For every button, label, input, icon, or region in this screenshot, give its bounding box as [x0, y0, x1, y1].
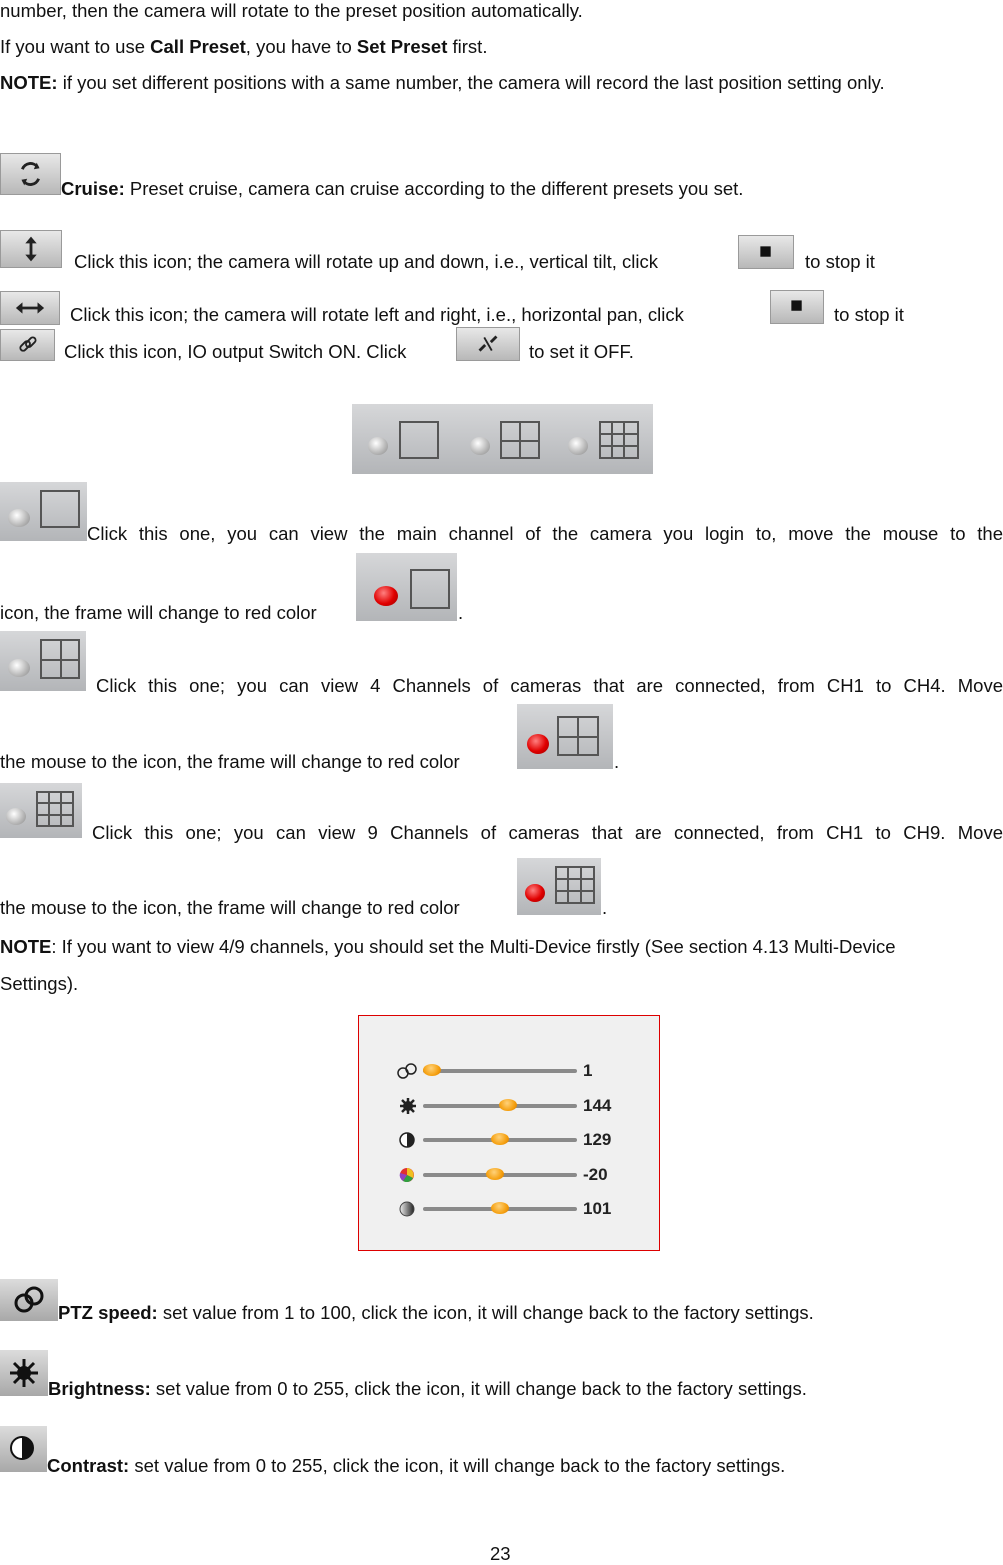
red-dot-icon	[527, 734, 549, 754]
cruise-line	[61, 178, 743, 200]
single-line-1: Click this one, you can view the main channel of the camera you login to, move the mouse to the	[87, 523, 1003, 544]
quad-line-1: Click this one; you can view 4 Channels of cameras that are connected, from CH1 to CH4. Move	[96, 675, 1003, 696]
cruise-text: Preset cruise, camera can cruise according to the different presets you set.	[124, 178, 744, 199]
contrast-label: Contrast:	[47, 1455, 130, 1476]
io-on-icon[interactable]	[0, 329, 55, 361]
io-off-icon[interactable]	[456, 327, 520, 361]
brightness-text: set value from 0 to 255, click the icon, it will change back to the factory settings.	[150, 1378, 807, 1399]
quad-view-button[interactable]	[500, 421, 540, 459]
horizontal-text-a: Click this icon; the camera will rotate left and right, i.e., horizontal pan, click	[70, 304, 684, 325]
sharpness-icon[interactable]	[397, 1201, 419, 1217]
note-label: NOTE:	[0, 72, 58, 93]
horizontal-pan-icon[interactable]	[0, 291, 60, 325]
saturation-knob[interactable]	[486, 1168, 504, 1180]
ptz-line	[58, 1302, 814, 1324]
note2-line-1	[0, 936, 896, 958]
vertical-text-b: to stop it	[805, 251, 875, 272]
sharpness-knob[interactable]	[491, 1202, 509, 1214]
ptz-label: PTZ speed:	[58, 1302, 158, 1323]
contrast-value: 129	[583, 1130, 612, 1149]
intro-line-2	[0, 36, 487, 58]
contrast-knob[interactable]	[491, 1133, 509, 1145]
brightness-knob[interactable]	[499, 1099, 517, 1111]
stop-icon[interactable]	[770, 290, 824, 324]
single-line-2: icon, the frame will change to red color	[0, 602, 317, 623]
cruise-label: Cruise:	[61, 178, 125, 199]
horizontal-text-b: to stop it	[834, 304, 904, 325]
quad-line-2: the mouse to the icon, the frame will change to red color	[0, 751, 460, 772]
intro-line-1: number, then the camera will rotate to the preset position automatically.	[0, 0, 583, 21]
io-text-b: to set it OFF.	[529, 341, 634, 362]
saturation-icon[interactable]	[397, 1167, 419, 1183]
set-preset-term: Set Preset	[356, 36, 448, 57]
note-line	[0, 72, 885, 94]
contrast-slider-row	[397, 1130, 637, 1150]
contrast-icon[interactable]	[397, 1132, 419, 1148]
frame-icon	[410, 569, 450, 609]
brightness-label: Brightness:	[48, 1378, 151, 1399]
red-dot-icon	[374, 586, 398, 606]
intro-text: , you have to	[245, 36, 357, 57]
contrast-text: set value from 0 to 255, click the icon, it will change back to the factory settings.	[129, 1455, 786, 1476]
note2-label: NOTE	[0, 936, 52, 957]
nine-view-dot[interactable]	[568, 437, 588, 455]
single-period: .	[458, 602, 464, 623]
intro-text: If you want to use	[0, 36, 151, 57]
sharpness-value: 101	[583, 1199, 612, 1218]
ptz-speed-knob[interactable]	[423, 1064, 441, 1076]
nine-period: .	[602, 897, 608, 918]
nine-line-1: Click this one; you can view 9 Channels of cameras that are connected, from CH1 to CH9. Move	[92, 822, 1003, 843]
stop-icon[interactable]	[738, 235, 794, 269]
single-view-button[interactable]	[399, 421, 439, 459]
note-text: if you set different positions with a same number, the camera will record the last position setting only.	[57, 72, 885, 93]
nine-line-2: the mouse to the icon, the frame will change to red color	[0, 897, 460, 918]
single-view-red-icon	[356, 553, 457, 621]
io-text-a: Click this icon, IO output Switch ON. Click	[64, 341, 407, 362]
saturation-value: -20	[583, 1165, 608, 1184]
brightness-icon[interactable]	[0, 1350, 48, 1396]
quad-grid-icon	[557, 716, 599, 756]
page-number: 23	[490, 1543, 511, 1564]
contrast-line	[47, 1455, 785, 1477]
layout-mode-bar	[352, 404, 653, 474]
note2-line-2: Settings).	[0, 973, 79, 994]
nine-grid-icon	[555, 866, 595, 904]
call-preset-term: Call Preset	[150, 36, 246, 57]
quad-period: .	[614, 751, 620, 772]
vertical-text-a: Click this icon; the camera will rotate up and down, i.e., vertical tilt, click	[74, 251, 659, 272]
ptz-speed-icon[interactable]	[0, 1279, 58, 1321]
sharpness-slider-row	[397, 1199, 637, 1219]
quad-view-dot[interactable]	[470, 437, 490, 455]
nine-view-red-icon	[517, 858, 601, 915]
nine-view-button[interactable]	[599, 421, 639, 459]
vertical-tilt-icon[interactable]	[0, 230, 62, 268]
red-dot-icon	[525, 884, 545, 902]
ptz-speed-track[interactable]	[423, 1069, 577, 1073]
ptz-speed-icon[interactable]	[397, 1063, 419, 1079]
ptz-speed-value: 1	[583, 1061, 593, 1080]
intro-text: first.	[447, 36, 488, 57]
brightness-line	[48, 1378, 807, 1400]
quad-view-red-icon	[517, 704, 613, 769]
brightness-icon[interactable]	[397, 1098, 419, 1114]
single-view-dot[interactable]	[368, 437, 388, 455]
cruise-icon[interactable]	[0, 153, 61, 195]
brightness-value: 144	[583, 1096, 612, 1115]
note2-text: : If you want to view 4/9 channels, you should set the Multi-Device firstly (See section 4.13 Multi-Device	[51, 936, 896, 957]
image-settings-panel	[358, 1015, 660, 1251]
saturation-slider-row	[397, 1165, 637, 1185]
ptz-text: set value from 1 to 100, click the icon, it will change back to the factory settings.	[157, 1302, 814, 1323]
quad-grid-icon	[40, 639, 80, 679]
contrast-icon[interactable]	[0, 1426, 47, 1472]
brightness-slider-row	[397, 1096, 637, 1116]
ptz-speed-slider-row	[397, 1061, 637, 1081]
